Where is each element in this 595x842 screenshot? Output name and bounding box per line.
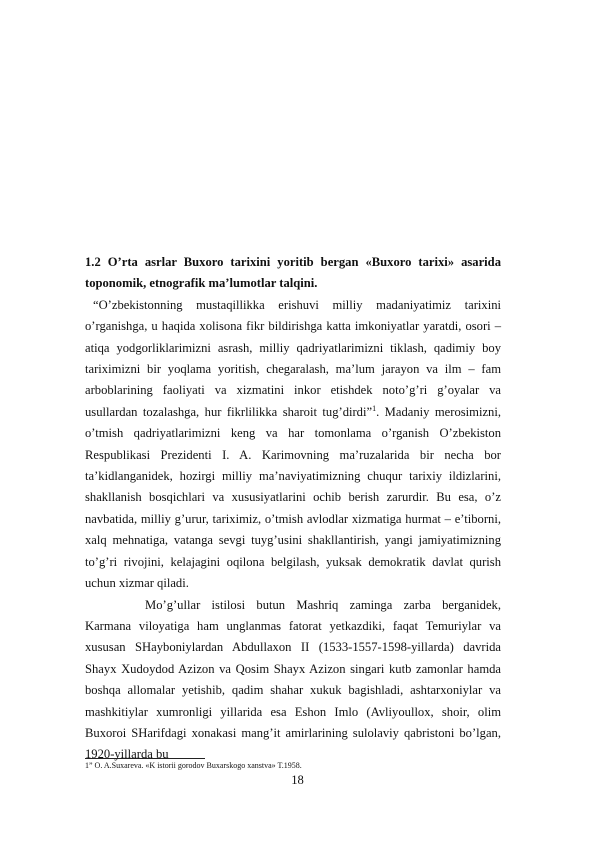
footnote-text: 1” O. A.Suxareva. «K istorii gorodov Buxarskogo xanstva» T.1958. bbox=[85, 761, 302, 770]
paragraph-1 bbox=[85, 295, 501, 595]
section-heading: 1.2 O’rta asrlar Buxoro tarixini yoritib bergan «Buxoro tarixi» asarida toponomik, etnografik ma’lumotlar talqini. bbox=[85, 255, 501, 291]
page-body bbox=[85, 252, 501, 766]
paragraph-1-text-b: . Madaniy merosimizni, o’tmish qadriyatlarimizni keng va har tomonlama o’rganish O’zbekiston Respublikasi Prezidenti I. A. Karimovning ma’ruzalarida bir necha bor ta’kidlanganidek, hozirgi milliy ma’naviyatimizning chuqur tarixiy ildizlarini, shakllanish bosqichlari va xususiyatlarini ochib berish zarurdir. Bu esa, o’z navbatida, milliy g’urur, tariximiz, o’tmish avlodlar xizmatiga hurmat – e’tiborni, xalq mehnatiga, vatanga sevgi tuyg’usini shakllantirish, yangi jamiyatimizning to’g’ri rivojini, kelajagini oqilona belgilash, yuksak demokratik davlat qurish uchun xizmar qiladi. bbox=[85, 404, 501, 591]
paragraph-2: Mo’g’ullar istilosi butun Mashriq zaminga zarba berganidek, Karmana viloyatiga ham unglanmas fatorat yetkazdiki, faqat Temuriylar va xususan SHayboniylardan Abdullaxon II (1533-1557-1598-yillarda) davrida Shayx Xudoydod Azizon va Qosim Shayx Azizon singari kutb zamonlar hamda boshqa allomalar yetishib, qadim shahar xukuk bagishladi, ashtarxoniylar va mashkitiylar xumronligi yillarida esa Eshon Imlo (Avliyoullox, shoir, olim Buxoroi SHarifdagi xonakasi mang’it amirlarining sulolaviy qabristoni bo’lgan, 1920-yillarda bu bbox=[85, 597, 501, 762]
footnote-divider bbox=[85, 758, 205, 759]
paragraph-1-text-a: “O’zbekistonning mustaqillikka erishuvi milliy madaniyatimiz tarixini o’rganishga, u haqida xolisona fikr bildirishga katta imkoniyatlar yaratdi, osori – atiqa yodgorliklarimizni asrash, milliy qadriyatlarimizni tiklash, qadimiy boy tariximizni bir yoqlama yoritish, chegaralash, ma’lum jarayon va ilm – fam arboblarining faoliyati va xizmatini inkor etishdek noto’g’ri g’oyalar va usullardan tozalashga, hur fikrlilikka sharoit tug’dirdi” bbox=[85, 297, 501, 419]
footnote-marker[interactable]: 1 bbox=[372, 403, 377, 413]
page-number: 18 bbox=[291, 773, 304, 787]
